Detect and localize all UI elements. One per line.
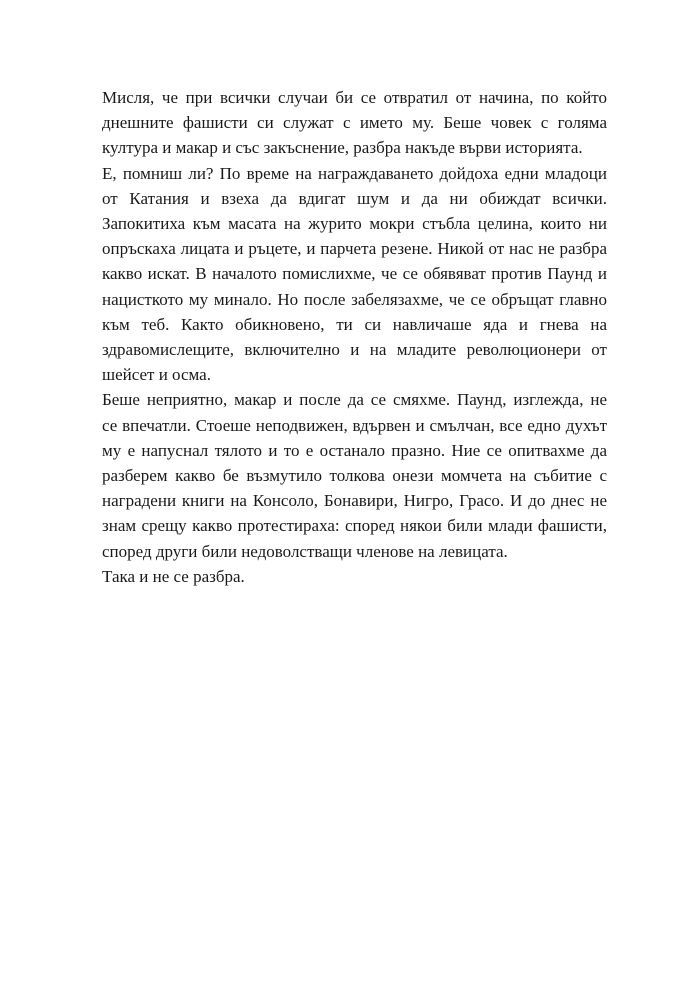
text-line: се впечатли. Стоеше неподвижен, вдървен и смълчан, все едно духът bbox=[102, 415, 607, 435]
text-line: разберем какво бе възмутило толкова онези момчета на събитие с bbox=[102, 466, 607, 486]
text-line: знам срещу какво протестираха: според някои били млади фашисти, bbox=[102, 516, 607, 536]
text-line: според други били недоволстващи членове на левицата. bbox=[102, 541, 508, 561]
text-line: наградени книги на Консоло, Бонавири, Нигро, Грасо. И до днес не bbox=[102, 491, 607, 511]
paragraph-3 bbox=[87, 387, 607, 563]
text-line: Запокитиха към масата на журито мокри стъбла целина, които ни bbox=[102, 214, 607, 234]
text-line: му е напуснал тялото и то е останало празно. Ние се опитвахме да bbox=[102, 440, 607, 460]
text-line: култура и макар и със закъснение, разбра накъде върви историята. bbox=[102, 138, 583, 158]
text-line: какво искат. В началото помислихме, че се обявяват против Паунд и bbox=[102, 264, 607, 284]
text-line: шейсет и осма. bbox=[102, 365, 211, 385]
text-line: здравомислещите, включително и на младите революционери от bbox=[102, 340, 607, 360]
body-text bbox=[87, 85, 607, 589]
text-line: Така и не се разбра. bbox=[102, 566, 245, 586]
paragraph-2 bbox=[87, 161, 607, 388]
text-line: Беше неприятно, макар и после да се смяхме. Паунд, изглежда, не bbox=[102, 390, 607, 410]
text-line: днешните фашисти си служат с името му. Беше човек с голяма bbox=[102, 113, 607, 133]
text-line: Мисля, че при всички случаи би се отвратил от начина, по който bbox=[102, 88, 607, 107]
text-line: Е, помниш ли? По време на награждаването дойдоха едни младоци bbox=[102, 163, 607, 183]
text-line: от Катания и взеха да вдигат шум и да ни обиждат всички. bbox=[102, 188, 607, 208]
text-line: опръскаха лицата и ръцете, и парчета резене. Никой от нас не разбра bbox=[102, 239, 607, 259]
paragraph-4 bbox=[87, 564, 607, 589]
text-line: към теб. Както обикновено, ти си навличаше яда и гнева на bbox=[102, 314, 607, 334]
paragraph-1 bbox=[87, 85, 607, 161]
text-line: нацисткото му минало. Но после забелязахме, че се обръщат главно bbox=[102, 289, 607, 309]
